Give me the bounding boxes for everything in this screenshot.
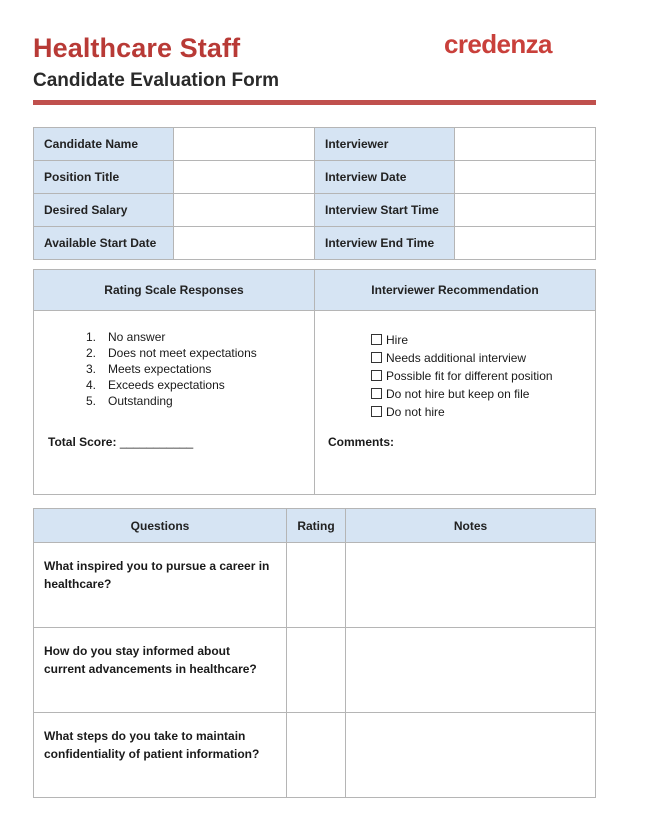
list-number: 1. bbox=[86, 330, 97, 344]
desired-salary-field[interactable] bbox=[174, 194, 315, 227]
desired-salary-label: Desired Salary bbox=[34, 194, 174, 227]
total-score bbox=[48, 435, 193, 449]
notes-cell[interactable] bbox=[346, 713, 596, 798]
interview-date-field[interactable] bbox=[455, 161, 596, 194]
question-text: What inspired you to pursue a career in healthcare? bbox=[34, 543, 287, 628]
question-text: What steps do you take to maintain confidentiality of patient information? bbox=[34, 713, 287, 798]
total-score-field[interactable]: ___________ bbox=[119, 435, 194, 449]
questions-header: Questions bbox=[34, 509, 287, 543]
rating-cell[interactable] bbox=[287, 543, 346, 628]
notes-header: Notes bbox=[346, 509, 596, 543]
header-divider bbox=[33, 100, 596, 105]
table-row bbox=[34, 543, 596, 628]
notes-cell[interactable] bbox=[346, 628, 596, 713]
list-label: Exceeds expectations bbox=[108, 378, 225, 392]
rating-cell[interactable] bbox=[287, 628, 346, 713]
notes-cell[interactable] bbox=[346, 543, 596, 628]
interviewer-field[interactable] bbox=[455, 128, 596, 161]
list-label: Does not meet expectations bbox=[108, 346, 257, 360]
option-label: Needs additional interview bbox=[386, 351, 527, 365]
candidate-name-label: Candidate Name bbox=[34, 128, 174, 161]
recommendation-option-do-not-hire[interactable] bbox=[371, 403, 595, 421]
credenza-logo: credenza bbox=[444, 29, 552, 59]
interviewer-label: Interviewer bbox=[315, 128, 455, 161]
recommendation-option-keep-on-file[interactable] bbox=[371, 385, 595, 403]
available-start-date-label: Available Start Date bbox=[34, 227, 174, 260]
recommendation-option-different-position[interactable] bbox=[371, 367, 595, 385]
form-title: Healthcare Staff bbox=[33, 33, 241, 63]
interview-end-time-label: Interview End Time bbox=[315, 227, 455, 260]
checkbox-icon[interactable] bbox=[371, 334, 382, 345]
list-label: Meets expectations bbox=[108, 362, 212, 376]
interview-start-time-field[interactable] bbox=[455, 194, 596, 227]
rating-scale-list bbox=[86, 329, 314, 409]
list-number: 2. bbox=[86, 346, 97, 360]
checkbox-icon[interactable] bbox=[371, 406, 382, 417]
list-label: No answer bbox=[108, 330, 166, 344]
list-item bbox=[86, 361, 314, 377]
option-label: Do not hire but keep on file bbox=[386, 387, 530, 401]
comments-label: Comments: bbox=[328, 435, 395, 449]
candidate-info-table bbox=[33, 127, 596, 260]
rating-header: Rating bbox=[287, 509, 346, 543]
list-item bbox=[86, 377, 314, 393]
candidate-name-field[interactable] bbox=[174, 128, 315, 161]
option-label: Do not hire bbox=[386, 405, 445, 419]
position-title-label: Position Title bbox=[34, 161, 174, 194]
checkbox-icon[interactable] bbox=[371, 352, 382, 363]
rating-recommendation-table bbox=[33, 269, 596, 495]
questions-table bbox=[33, 508, 596, 798]
list-number: 4. bbox=[86, 378, 97, 392]
recommendation-cell bbox=[315, 311, 596, 495]
interview-start-time-label: Interview Start Time bbox=[315, 194, 455, 227]
option-label: Hire bbox=[386, 333, 409, 347]
rating-scale-cell bbox=[34, 311, 315, 495]
rating-cell[interactable] bbox=[287, 713, 346, 798]
list-item bbox=[86, 345, 314, 361]
recommendation-option-additional-interview[interactable] bbox=[371, 349, 595, 367]
list-number: 3. bbox=[86, 362, 97, 376]
recommendation-heading: Interviewer Recommendation bbox=[315, 270, 596, 311]
checkbox-icon[interactable] bbox=[371, 370, 382, 381]
position-title-field[interactable] bbox=[174, 161, 315, 194]
option-label: Possible fit for different position bbox=[386, 369, 553, 383]
available-start-date-field[interactable] bbox=[174, 227, 315, 260]
rating-scale-heading: Rating Scale Responses bbox=[34, 270, 315, 311]
interview-date-label: Interview Date bbox=[315, 161, 455, 194]
question-text: How do you stay informed about current advancements in healthcare? bbox=[34, 628, 287, 713]
recommendation-options bbox=[371, 331, 595, 421]
recommendation-option-hire[interactable] bbox=[371, 331, 595, 349]
table-row bbox=[34, 713, 596, 798]
interview-end-time-field[interactable] bbox=[455, 227, 596, 260]
table-row bbox=[34, 628, 596, 713]
total-score-label: Total Score: bbox=[48, 435, 117, 449]
form-subtitle: Candidate Evaluation Form bbox=[33, 70, 279, 91]
list-item bbox=[86, 329, 314, 345]
list-number: 5. bbox=[86, 394, 97, 408]
list-item bbox=[86, 393, 314, 409]
checkbox-icon[interactable] bbox=[371, 388, 382, 399]
list-label: Outstanding bbox=[108, 394, 173, 408]
